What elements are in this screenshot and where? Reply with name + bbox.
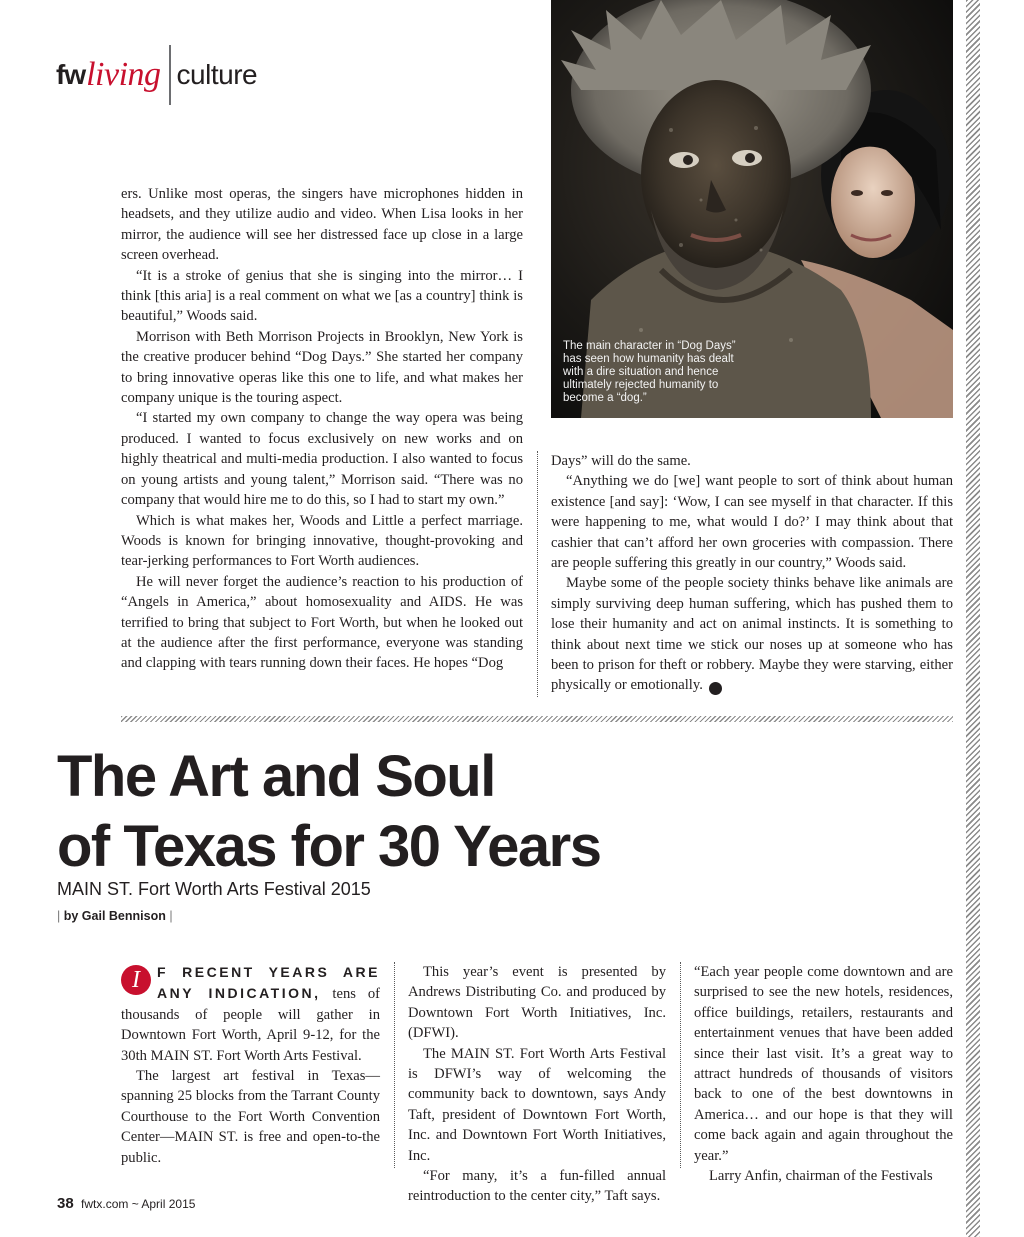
column-divider bbox=[537, 451, 538, 697]
folio-text: fwtx.com ~ April 2015 bbox=[81, 1197, 196, 1211]
paragraph: Morrison with Beth Morrison Projects in Brooklyn, New York is the creative producer behind “Dog Days.” She started her company to bring innovative operas like this one to life, and what makes her company unique is the touring aspect. bbox=[121, 328, 523, 407]
byline-bar-left: | bbox=[57, 909, 61, 923]
lead-text: tens of thousands of people will gather in Downtown Fort Worth, April 9-12, for the 30th MAIN ST. Fort Worth Arts Festival. bbox=[121, 986, 380, 1064]
paragraph bbox=[551, 573, 953, 695]
paragraph: Which is what makes her, Woods and Little a perfect marriage. Woods is known for bringing innovative, thought-provoking and tear-jerking performances to Fort Worth audiences. bbox=[121, 512, 523, 570]
photo-caption: The main character in “Dog Days” has seen how humanity has dealt with a dire situation and hence ultimately rejected humanity to become a “dog.” bbox=[563, 340, 736, 404]
paragraph: “It is a stroke of genius that she is singing into the mirror… I think [this aria] is a real comment on what we [as a country] think is beautiful,” Woods said. bbox=[121, 267, 523, 325]
headline bbox=[57, 742, 777, 882]
paragraph: ers. Unlike most operas, the singers have microphones hidden in headsets, and they utilize audio and video. When Lisa looks in her mirror, the audience will see her distressed face up close in a large screen overhead. bbox=[121, 186, 523, 264]
brand-living: living bbox=[86, 56, 161, 93]
paragraph: “For many, it’s a fun-filled annual reintroduction to the center city,” Taft says. bbox=[408, 1168, 666, 1205]
article2-column-3 bbox=[694, 962, 953, 1186]
article-column-right bbox=[551, 451, 953, 696]
subheadline: MAIN ST. Fort Worth Arts Festival 2015 bbox=[57, 879, 371, 899]
paragraph: He will never forget the audience’s reaction to his production of “Angels in America,” about homosexuality and AIDS. He was terrified to bring that subject to Fort Worth, but when he looked out at the audience after the first performance, everyone was standing and clapping with tears running down their faces. He hopes “Dog bbox=[121, 573, 523, 672]
drop-cap: I bbox=[121, 965, 151, 995]
headline-line-1: The Art and Soul bbox=[57, 744, 495, 809]
headline-line-2: of Texas for 30 Years bbox=[57, 814, 601, 879]
paragraph: The MAIN ST. Fort Worth Arts Festival is DFWI’s way of welcoming the community back to downtown, says Andy Taft, president of Downtown Fort Worth, Inc. and Downtown Fort Worth Initiatives, Inc. bbox=[408, 1045, 666, 1164]
article-column-left bbox=[121, 184, 523, 674]
article-separator bbox=[121, 716, 953, 722]
paragraph: Larry Anfin, chairman of the Festivals bbox=[709, 1168, 933, 1185]
column-divider bbox=[394, 962, 395, 1168]
byline-author: by Gail Bennison bbox=[63, 909, 166, 923]
page-number: 38 bbox=[57, 1195, 74, 1212]
paragraph: The largest art festival in Texas—spanning 25 blocks from the Tarrant County Courthouse to the Fort Worth Convention Center—MAIN ST. is free and open-to-the public. bbox=[121, 1068, 380, 1166]
byline bbox=[57, 909, 173, 923]
article2-column-2 bbox=[408, 962, 666, 1207]
end-mark-icon: fw bbox=[709, 682, 722, 695]
page-edge-hatch bbox=[966, 0, 980, 1237]
header-divider bbox=[169, 45, 171, 105]
article2-column-1 bbox=[121, 962, 380, 1168]
lead-in: F RECENT YEARS ARE ANY INDICATION, bbox=[157, 964, 380, 1002]
column-divider bbox=[680, 962, 681, 1168]
page-folio bbox=[57, 1195, 195, 1212]
paragraph-text: Maybe some of the people society thinks behave like animals are simply surviving deep human suffering, which has pushed them to lose their humanity and act on animal instincts. It is something to think about next time we stick our noses up at someone who has been to prison for theft or robbery. Maybe they were starving, either physically or emotionally. bbox=[551, 575, 953, 694]
section-name: culture bbox=[176, 59, 258, 90]
paragraph: “Anything we do [we] want people to sort of think about human existence [and say]: ‘Wow, I can see myself in that character. If this were happening to me, what would I do?’ I may think about that cashier that can’t afford her own groceries with compassion. There are people suffering this greatly in our country,” Woods said. bbox=[551, 473, 953, 572]
lead-paragraph bbox=[121, 962, 380, 1066]
paragraph: Days” will do the same. bbox=[551, 453, 691, 469]
paragraph: “I started my own company to change the way opera was being produced. I wanted to focus exclusively on new works and on highly theatrical and multi-media production. I also wanted to focus on young artists and young talent,” Morrison said. “There was no company that would hire me to do this, so I had to start my own.” bbox=[121, 410, 523, 509]
paragraph: This year’s event is presented by Andrews Distributing Co. and produced by Downtown Fort Worth Initiatives, Inc. (DFWI). bbox=[408, 964, 666, 1042]
brand-fw: fw bbox=[56, 59, 86, 90]
byline-bar-right: | bbox=[169, 909, 173, 923]
section-header bbox=[56, 44, 257, 106]
paragraph: “Each year people come downtown and are surprised to see the new hotels, residences, office buildings, retailers, restaurants and entertainment venues that have been added since their last visit. It’s a great way to attract hundreds of thousands of visitors back to one of the best downtowns in America… and our hope is that they will come back again and again throughout the year.” bbox=[694, 964, 953, 1164]
